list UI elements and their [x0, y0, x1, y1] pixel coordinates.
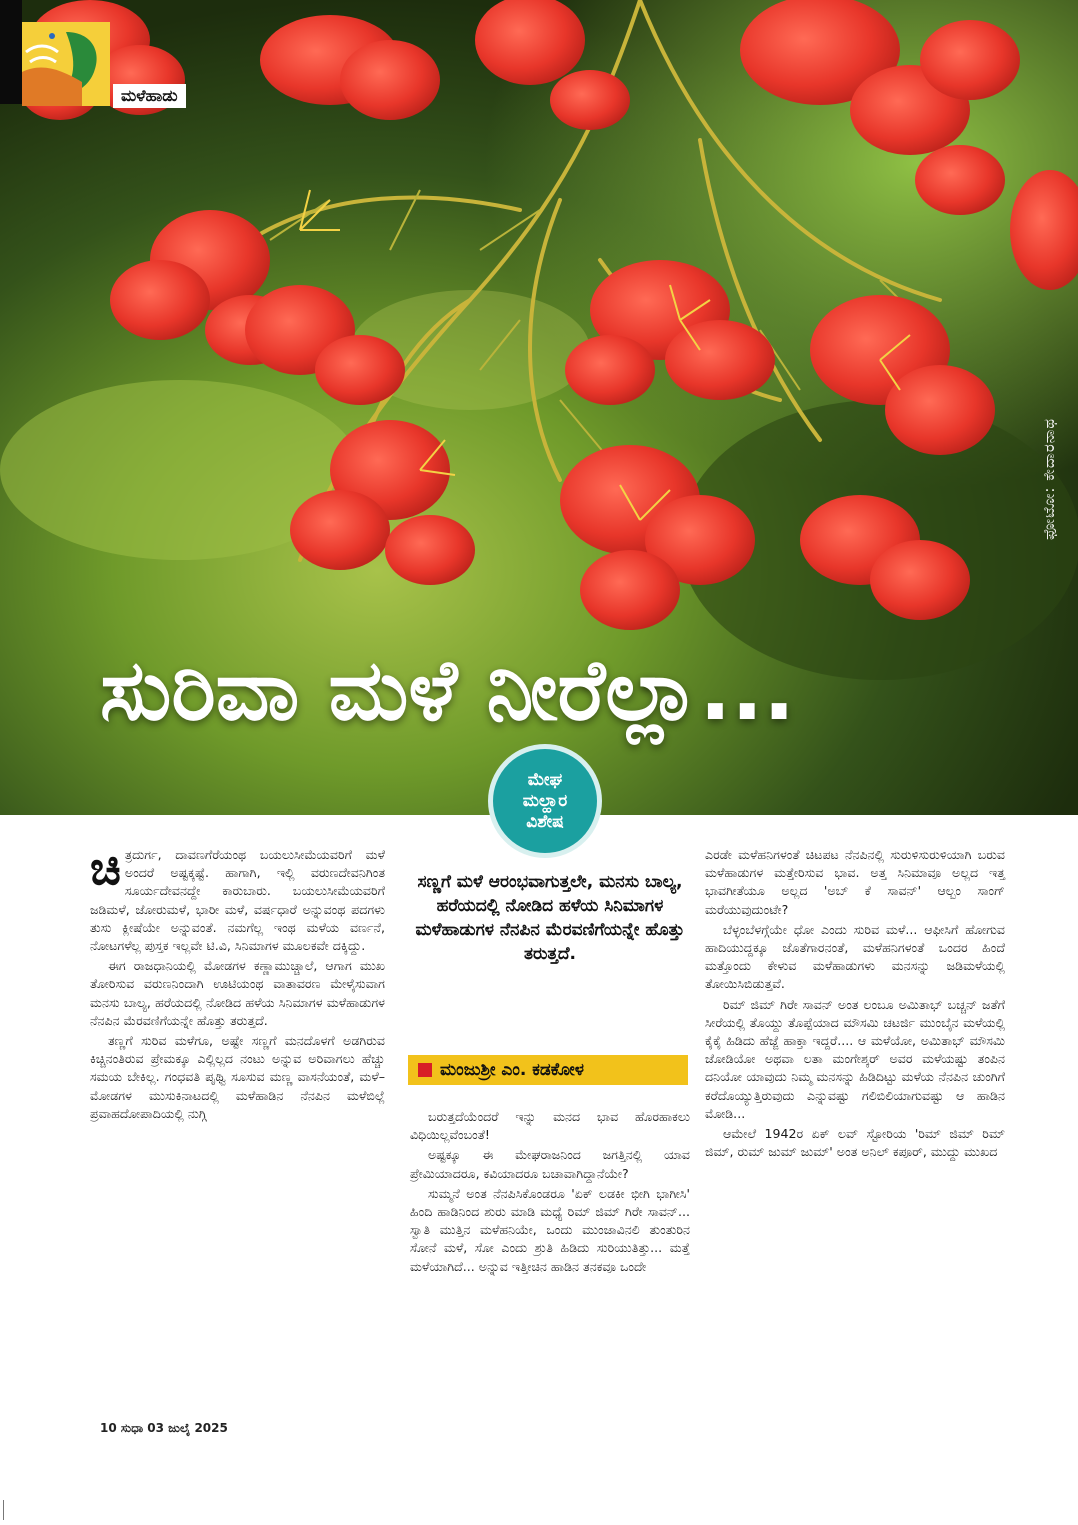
logo-black-bar — [0, 0, 22, 104]
badge-line-2: ಮಲ್ಹಾರ — [522, 790, 568, 811]
author-name: ಮಂಜುಶ್ರೀ ಎಂ. ಕಡಕೋಳ — [440, 1060, 585, 1080]
headline: ಸುರಿವಾ ಮಳೆ ನೀರೆಲ್ಲಾ... — [100, 641, 796, 739]
paragraph: ಆಮೇಲೆ 1942ರ ಏಕ್ ಲವ್ ಸ್ಟೋರಿಯ 'ರಿಮ್ ಜಿಮ್ ರಿಮ್ ಜಿಮ್, ರುಮ್ ಜುಮ್ ಜುಮ್' ಅಂತ ಅನಿಲ್ ಕಪೂರ್, ಮುದ್ದು ಮುಖದ — [705, 1126, 1005, 1160]
paragraph: ತಣ್ಣಗೆ ಸುರಿವ ಮಳೆಗೂ, ಅಷ್ಟೇ ಸಣ್ಣಗೆ ಮನದೊಳಗೆ ಅಡಗಿರುವ ಕಿಚ್ಚಿನಂತಿರುವ ಪ್ರೇಮಕ್ಕೂ ಎಲ್ಲಿಲ್ಲದ ನಂಟು ಅನ್ನುವ ಅರಿವಾಗಲು ಹೆಚ್ಚು ಸಮಯ ಬೇಕಿಲ್ಲ. ಗಂಧವತಿ ಪೃಥ್ವಿ ಸೂಸುವ ಮಣ್ಣ ವಾಸನೆಯಂತೆ, ಮಳೆ–ಮೋಡಗಳ ಮುಸುಕಿನಾಟದಲ್ಲಿ ಮಳೆಹಾಡಿನ ನೆನಪಿನ ಮಳೆಬಿಲ್ಲೆ ಪ್ರವಾಹದೋಪಾದಿಯಲ್ಲಿ ನುಗ್ಗಿ — [90, 1033, 385, 1121]
badge-line-1: ಮೇಘ — [527, 769, 563, 790]
photo-credit: ಫೋಟೋ: ಕೇದಾರನಾಥ — [1040, 417, 1058, 540]
paragraph: ಎರಡೇ ಮಳೆಹನಿಗಳಂತೆ ಚಿಟಪಟ ನೆನಪಿನಲ್ಲಿ ಸುರುಳಿಸುರುಳಿಯಾಗಿ ಬರುವ ಮಳೆಹಾಡುಗಳ ಮತ್ತೇರಿಸುವ ಭಾವ. ಅತ್ತ ಸಿನಿಮಾವೂ ಅಲ್ಲದ ಇತ್ತ ಭಾವಗೀತೆಯೂ ಅಲ್ಲದ 'ಅಬ್ ಕೆ ಸಾವನ್' ಆಲ್ಬಂ ಸಾಂಗ್ ಮರೆಯುವುದುಂಟೇ? — [705, 847, 1005, 917]
paragraph: ಬೆಳ್ಳಂಬೆಳಗ್ಗೆಯೇ ಧೋ ಎಂದು ಸುರಿವ ಮಳೆ... ಆಫೀಸಿಗೆ ಹೋಗುವ ಹಾದಿಯುದ್ದಕ್ಕೂ ಜೊತೆಗಾರನಂತೆ, ಮಳೆಹನಿಗಳಂತೆ ಒಂದರ ಹಿಂದೆ ಮತ್ತೊಂದು ಕೇಳುವ ಮಳೆಹಾಡುಗಳು ಮನಸನ್ನು ಜಡಿಮಳೆಯಲ್ಲಿ ತೋಯಿಸಿಬಿಡುತ್ತವೆ. — [705, 921, 1005, 992]
paragraph: ಈಗ ರಾಜಧಾನಿಯಲ್ಲಿ ಮೋಡಗಳ ಕಣ್ಣಾಮುಚ್ಚಾಲೆ, ಆಗಾಗ ಮುಖ ತೋರಿಸುವ ವರುಣನಿಂದಾಗಿ ಊಟಿಯಂಥ ವಾತಾವರಣ ಮೇಳೈಸುವಾಗ ಮನಸು ಬಾಲ್ಯ, ಹರೆಯದಲ್ಲಿ ನೋಡಿದ ಹಳೆಯ ಸಿನಿಮಾಗಳ ಮಳೆಹಾಡುಗಳ ನೆನಪಿನ ಮೆರವಣಿಗೆಯನ್ನೇ ಹೊತ್ತು ತರುತ್ತದೆ. — [90, 958, 385, 1028]
paragraph: ಸುಮ್ಮನೆ ಅಂತ ನೆನಪಿಸಿಕೊಂಡರೂ 'ಏಕ್ ಲಡಕೀ ಭೀಗಿ ಭಾಗೀಸಿ' ಹಿಂದಿ ಹಾಡಿನಿಂದ ಶುರು ಮಾಡಿ ಮಧ್ಯೆ ರಿಮ್ ಜಿಮ್ ಗಿರೇ ಸಾವನ್... ಸ್ವಾತಿ ಮುತ್ತಿನ ಮಳೆಹನಿಯೇ, ಒಂದು ಮುಂಜಾವಿನಲಿ ತುಂತುರಿನ ಸೋನೆ ಮಳೆ, ಸೋ ಎಂದು ಶ್ರುತಿ ಹಿಡಿದು ಸುರಿಯುತಿತ್ತು... ಮತ್ತೆ ಮಳೆಯಾಗಿದೆ... ಅನ್ನುವ ಇತ್ತೀಚಿನ ಹಾಡಿನ ತನಕವೂ ಒಂದೇ — [410, 1185, 690, 1274]
article-column-3 — [705, 846, 1005, 1163]
paragraph: ರಿಮ್ ಜಿಮ್ ಗಿರೇ ಸಾವನ್ ಅಂತ ಲಂಬೂ ಅಮಿತಾಭ್ ಬಚ್ಚನ್ ಜತೆಗೆ ಸೀರೆಯಲ್ಲಿ ತೊಯ್ದು ತೊಪ್ಪೆಯಾದ ಮೌಸಮಿ ಚಟರ್ಜಿ ಮುಂಬೈನ ಮಳೆಯಲ್ಲಿ ಕೈಕೈ ಹಿಡಿದು ಹೆಜ್ಜೆ ಹಾಕ್ತಾ ಇದ್ದರೆ.... ಆ ಮಳೆಯೋ, ಅಮಿತಾಭ್ ಮೌಸಮಿ ಜೋಡಿಯೋ ಅಥವಾ ಲತಾ ಮಂಗೇಶ್ಕರ್ ಅವರ ಮಳೆಯಷ್ಟು ತಂಪಿನ ದನಿಯೋ ಯಾವುದು ನಿಮ್ಮ ಮನಸನ್ನು ಹಿಡಿದಿಟ್ಟು ಮಳೆಯ ನೆನಪಿನ ಚುಂಗಿಗೆ ಕರೆದೊಯ್ಯುತ್ತಿರುವುದು ಎನ್ನುವಷ್ಟು ಗಲಿಬಿಲಿಯಾಗುವಷ್ಟು ಆ ಹಾಡಿನ ಮೋಡಿ... — [705, 996, 1005, 1121]
author-byline — [408, 1055, 688, 1085]
paragraph: ಅಷ್ಟಕ್ಕೂ ಈ ಮೇಘರಾಜನಿಂದ ಜಗತ್ತಿನಲ್ಲಿ ಯಾವ ಪ್ರೇಮಿಯಾದರೂ, ಕವಿಯಾದರೂ ಬಚಾವಾಗಿದ್ದಾನೆಯೇ? — [410, 1147, 690, 1181]
article-column-1 — [90, 841, 385, 1125]
rain-song-logo-icon — [22, 22, 110, 106]
byline-marker-icon — [418, 1063, 432, 1077]
article-column-2 — [410, 1108, 690, 1278]
paragraph-text: ತ್ರದುರ್ಗ, ದಾವಣಗೆರೆಯಂಥ ಬಯಲುಸೀಮೆಯವರಿಗೆ ಮಳೆ ಅಂದರೆ ಅಷ್ಟಕ್ಕಷ್ಟೆ. ಹಾಗಾಗಿ, ಇಲ್ಲಿ ವರುಣದೇವನಿಗಿಂತ ಸೂರ್ಯದೇವನದ್ದೇ ಕಾರುಬಾರು. ಬಯಲುಸೀಮೆಯವರಿಗೆ ಜಡಿಮಳೆ, ಜೋರುಮಳೆ, ಭಾರೀ ಮಳೆ, ವರ್ಷಧಾರೆ ಅನ್ನುವಂಥ ಪದಗಳು ತುಸು ಕ್ಲೀಷೆಯೇ ಅನ್ನುವಂತೆ. ನಮಗೆಲ್ಲ ಇಂಥ ಮಳೆಯ ವರ್ಣನೆ, ನೋಟಗಳೆಲ್ಲ ಪುಸ್ತಕ ಇಲ್ಲವೇ ಟಿ.ವಿ, ಸಿನಿಮಾಗಳ ಮೂಲಕವೇ ದಕ್ಕಿದ್ದು. — [90, 847, 385, 954]
crop-mark — [3, 1500, 4, 1520]
dropcap: ಚಿ — [90, 841, 121, 895]
paragraph: ಬರುತ್ತದೆಯೆಂದರೆ ಇನ್ನು ಮನದ ಭಾವ ಹೊರಹಾಕಲು ವಿಧಿಯಿಲ್ಲವೆಂಬಂತೆ! — [410, 1109, 690, 1143]
section-label: ಮಳೆಹಾಡು — [113, 84, 186, 108]
special-badge — [488, 744, 602, 858]
paragraph — [90, 841, 385, 955]
badge-line-3: ವಿಶೇಷ — [526, 811, 564, 832]
section-logo — [22, 22, 110, 106]
page-footer: 10 ಸುಧಾ 03 ಜುಲೈ 2025 — [100, 1421, 228, 1435]
pull-quote: ಸಣ್ಣಗೆ ಮಳೆ ಆರಂಭವಾಗುತ್ತಲೇ, ಮನಸು ಬಾಲ್ಯ, ಹರೆಯದಲ್ಲಿ ನೋಡಿದ ಹಳೆಯ ಸಿನಿಮಾಗಳ ಮಳೆಹಾಡುಗಳ ನೆನಪಿನ ಮೆರವಣಿಗೆಯನ್ನೇ ಹೊತ್ತು ತರುತ್ತದೆ. — [415, 872, 685, 964]
